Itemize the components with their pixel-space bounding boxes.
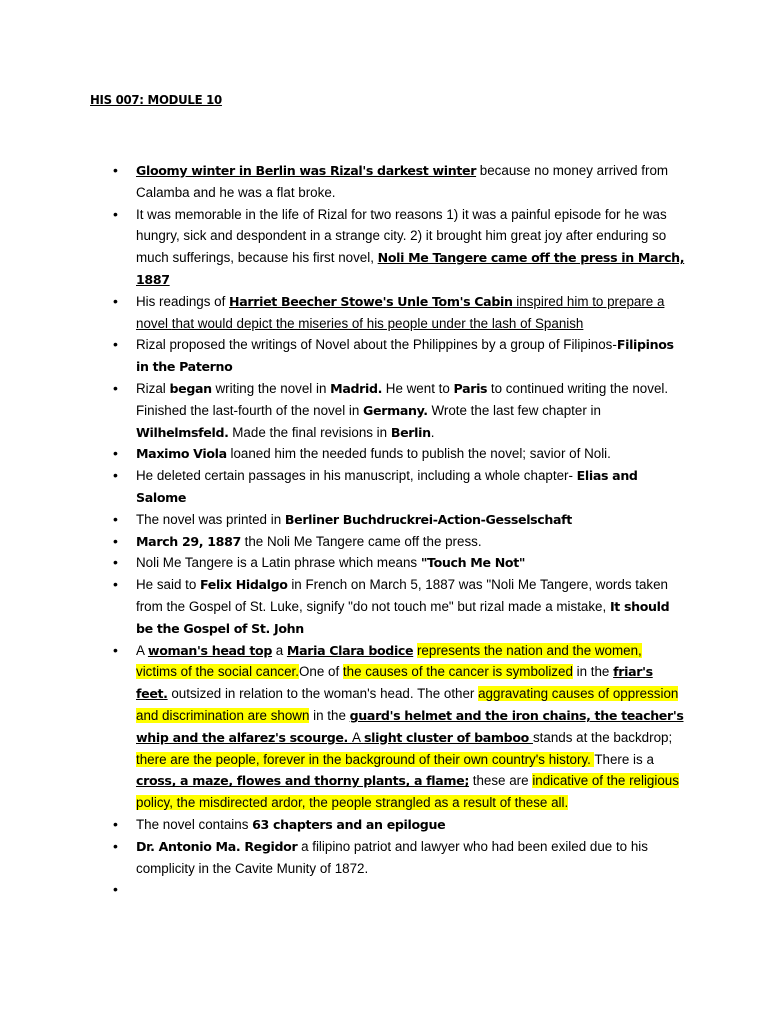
- bullet-list: [136, 160, 686, 901]
- list-item: • The novel was printed in Berliner Buchdruckrei-Action-Gesselschaft: [136, 509, 686, 531]
- list-item: • Gloomy winter in Berlin was Rizal's darkest winter because no money arrived from Calamba and he was a flat broke.: [136, 160, 686, 204]
- list-item: • His readings of Harriet Beecher Stowe's Unle Tom's Cabin inspired him to prepare a novel that would depict the miseries of his people under the lash of Spanish: [136, 291, 686, 335]
- list-item: • Noli Me Tangere is a Latin phrase which means "Touch Me Not": [136, 552, 686, 574]
- list-item: • Maximo Viola loaned him the needed funds to publish the novel; savior of Noli.: [136, 443, 686, 465]
- list-item: • It was memorable in the life of Rizal for two reasons 1) it was a painful episode for he was hungry, sick and despondent in a strange city. 2) it brought him great joy after enduring so much sufferings, because his first novel, Noli Me Tangere came off the press in March, 1887: [136, 204, 686, 291]
- list-item: • He deleted certain passages in his manuscript, including a whole chapter- Elias and Salome: [136, 465, 686, 509]
- list-item: • The novel contains 63 chapters and an epilogue: [136, 814, 686, 836]
- empty-list-item: [136, 879, 686, 901]
- list-item: • Rizal proposed the writings of Novel about the Philippines by a group of Filipinos-Filipinos in the Paterno: [136, 334, 686, 378]
- list-item: • Rizal began writing the novel in Madrid. He went to Paris to continued writing the novel. Finished the last-fourth of the novel in Germany. Wrote the last few chapter in Wilhelmsfeld. Made the final revisions in Berlin.: [136, 378, 686, 443]
- list-item: • Dr. Antonio Ma. Regidor a filipino patriot and lawyer who had been exiled due to his complicity in the Cavite Munity of 1872.: [136, 836, 686, 880]
- list-item: • He said to Felix Hidalgo in French on March 5, 1887 was "Noli Me Tangere, words taken from the Gospel of St. Luke, signify "do not touch me" but rizal made a mistake, It should be the Gospel of St. John: [136, 574, 686, 639]
- list-item: • A woman's head top a Maria Clara bodice represents the nation and the women, victims of the social cancer.One of the causes of the cancer is symbolized in the friar's feet. outsized in relation to the woman's head. The other aggravating causes of oppression and discrimination are shown in the guard's helmet and the iron chains, the teacher's whip and the alfarez's scourge. A slight cluster of bamboo stands at the backdrop; there are the people, forever in the background of their own country's history. There is a cross, a maze, flowes and thorny plants, a flame; these are indicative of the religious policy, the misdirected ardor, the people strangled as a result of these all.: [136, 640, 686, 814]
- document-title: HIS 007: MODULE 10: [90, 92, 222, 107]
- list-item: • March 29, 1887 the Noli Me Tangere came off the press.: [136, 531, 686, 553]
